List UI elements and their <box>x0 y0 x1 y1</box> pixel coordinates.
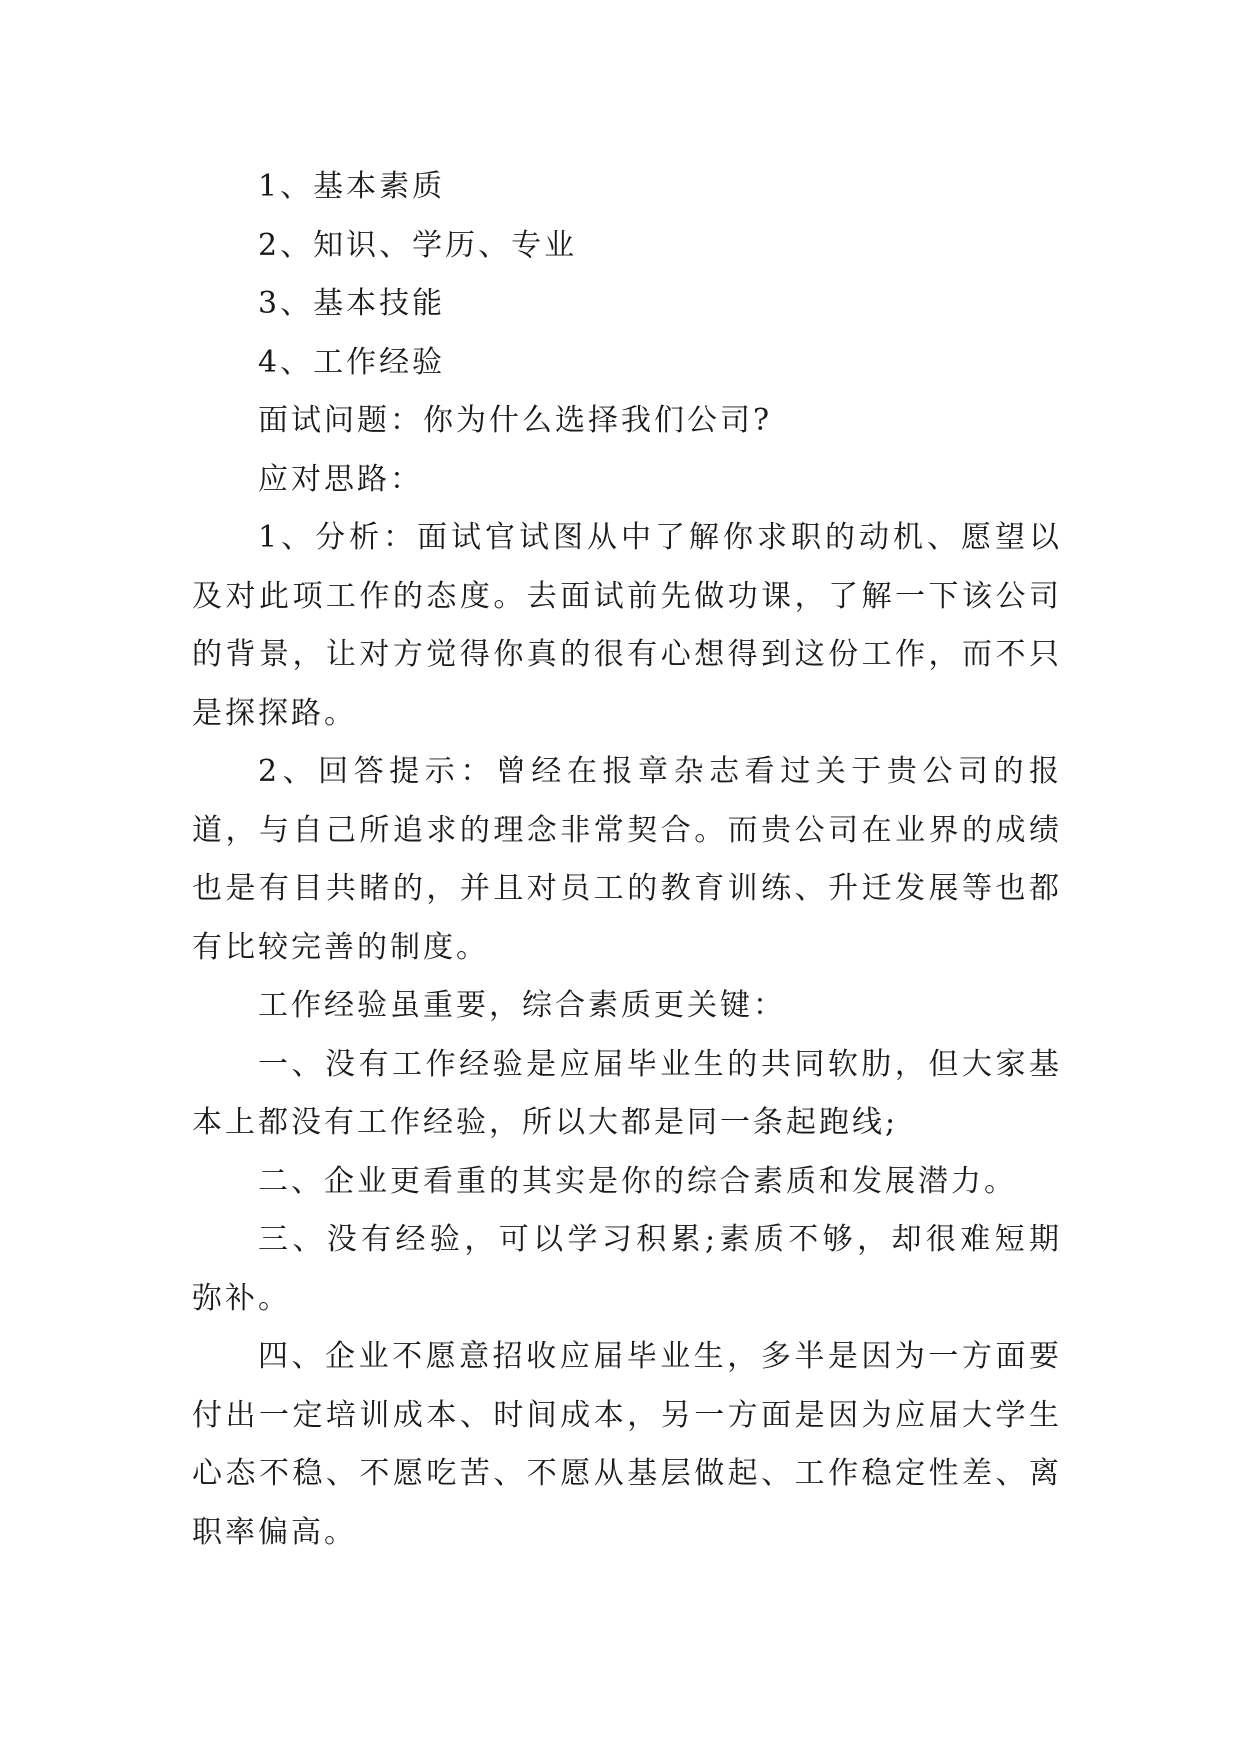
approach-heading: 应对思路： <box>258 461 423 497</box>
point-four-paragraph: 四、企业不愿意招收应届毕业生，多半是因为一方面要付出一定培训成本、时间成本，另一方面是因为应届大学生心态不稳、不愿吃苦、不愿从基层做起、工作稳定性差、离职率偏高。 <box>192 1339 1062 1550</box>
point-two-paragraph: 二、企业更看重的其实是你的综合素质和发展潜力。 <box>258 1163 1017 1199</box>
point-three-paragraph: 三、没有经验，可以学习积累;素质不够，却很难短期弥补。 <box>192 1222 1062 1316</box>
analysis-paragraph: 1、分析：面试官试图从中了解你求职的动机、愿望以及对此项工作的态度。去面试前先做功课，了解一下该公司的背景，让对方觉得你真的很有心想得到这份工作，而不只是探探路。 <box>192 520 1062 731</box>
section-heading: 工作经验虽重要，综合素质更关键： <box>258 988 786 1023</box>
list-item-basic-skills: 3、基本技能 <box>258 286 446 321</box>
interview-question: 面试问题：你为什么选择我们公司? <box>258 403 773 438</box>
list-item-knowledge: 2、知识、学历、专业 <box>258 227 578 263</box>
answer-hint-paragraph: 2、回答提示：曾经在报章杂志看过关于贵公司的报道，与自己所追求的理念非常契合。而贵公司在业界的成绩也是有目共睹的，并且对员工的教育训练、升迁发展等也都有比较完善的制度。 <box>192 754 1062 965</box>
list-item-work-experience: 4、工作经验 <box>258 344 446 380</box>
list-item-basic-quality: 1、基本素质 <box>258 169 446 204</box>
document-page <box>192 158 1062 1562</box>
point-one-paragraph: 一、没有工作经验是应届毕业生的共同软肋，但大家基本上都没有工作经验，所以大都是同一条起跑线; <box>192 1046 1062 1140</box>
